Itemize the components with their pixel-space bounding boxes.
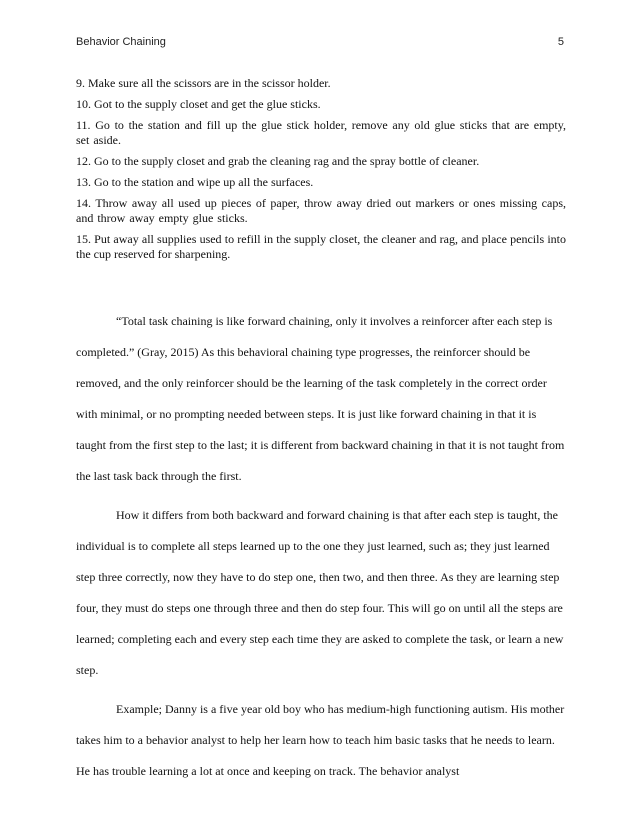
step-list	[76, 76, 566, 268]
page-number: 5	[557, 36, 564, 48]
paragraph: Example; Danny is a five year old boy who has medium-high functioning autism. His mother takes him to a behavior analyst to help her learn how to teach him basic tasks that he needs to learn. He has trouble learning a lot at once and keeping on track. The behavior analyst	[76, 702, 565, 778]
list-item: 10. Got to the supply closet and get the glue sticks.	[76, 97, 321, 111]
list-item: 9. Make sure all the scissors are in the scissor holder.	[76, 76, 331, 90]
list-item: 13. Go to the station and wipe up all the surfaces.	[76, 175, 314, 189]
list-item: 14. Throw away all used up pieces of paper, throw away dried out markers or ones missing caps, and throw away empty glue sticks.	[76, 196, 566, 225]
list-item: 11. Go to the station and fill up the glue stick holder, remove any old glue sticks that are empty, set aside.	[76, 118, 566, 147]
body-text	[76, 306, 566, 795]
paragraph: “Total task chaining is like forward chaining, only it involves a reinforcer after each step is completed.” (Gray, 2015) As this behavioral chaining type progresses, the reinforcer should be removed, and the only reinforcer should be the learning of the task completely in the correct order with minimal, or no prompting needed between steps. It is just like forward chaining in that it is taught from the first step to the last; it is different from backward chaining in that it is not taught from the last task back through the first.	[76, 314, 565, 483]
paragraph: How it differs from both backward and forward chaining is that after each step is taught, the individual is to complete all steps learned up to the one they just learned, such as; they just learned step three correctly, now they have to do step one, then two, and then three. As they are learning step four, they must do steps one through three and then do step four. This will go on until all the steps are learned; completing each and every step each time they are asked to complete the task, or learn a new step.	[76, 508, 564, 677]
list-item: 15. Put away all supplies used to refill in the supply closet, the cleaner and rag, and place pencils into the cup reserved for sharpening.	[76, 232, 566, 261]
running-head: Behavior Chaining	[76, 36, 166, 48]
list-item: 12. Go to the supply closet and grab the cleaning rag and the spray bottle of cleaner.	[76, 154, 480, 168]
